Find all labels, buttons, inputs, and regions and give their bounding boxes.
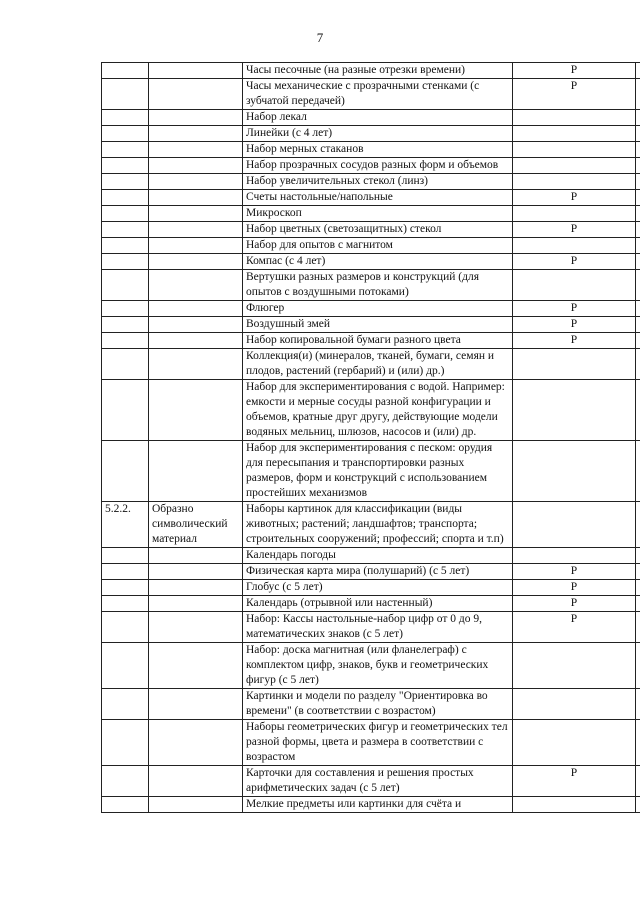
section-category-cell	[149, 643, 243, 689]
empty-cell	[636, 317, 640, 333]
mark-cell: Р	[513, 580, 636, 596]
item-name-cell: Воздушный змей	[243, 317, 513, 333]
section-category-cell	[149, 548, 243, 564]
section-category-cell	[149, 190, 243, 206]
mark-cell: Р	[513, 254, 636, 270]
table-row	[102, 643, 640, 689]
empty-cell	[636, 110, 640, 126]
mark-cell	[513, 502, 636, 548]
mark-cell	[513, 643, 636, 689]
item-name-cell: Набор копировальной бумаги разного цвета	[243, 333, 513, 349]
section-number-cell	[102, 612, 149, 643]
section-category-cell	[149, 126, 243, 142]
empty-cell	[636, 502, 640, 548]
empty-cell	[636, 643, 640, 689]
section-category-cell	[149, 206, 243, 222]
table-row	[102, 126, 640, 142]
table-body	[102, 63, 640, 813]
item-name-cell: Физическая карта мира (полушарий) (с 5 лет)	[243, 564, 513, 580]
section-category-cell: Образно символический материал	[149, 502, 243, 548]
mark-cell: Р	[513, 79, 636, 110]
item-name-cell: Набор: доска магнитная (или фланелеграф) с комплектом цифр, знаков, букв и геометрических фигур (с 5 лет)	[243, 643, 513, 689]
item-name-cell: Коллекция(и) (минералов, тканей, бумаги, семян и плодов, растений (гербарий) и (или) др.)	[243, 349, 513, 380]
table-row	[102, 222, 640, 238]
section-number-cell	[102, 333, 149, 349]
section-number-cell	[102, 441, 149, 502]
table-row	[102, 63, 640, 79]
mark-cell	[513, 548, 636, 564]
section-number-cell	[102, 238, 149, 254]
item-name-cell: Набор для опытов с магнитом	[243, 238, 513, 254]
page-number: 7	[316, 30, 324, 45]
mark-cell: Р	[513, 190, 636, 206]
empty-cell	[636, 441, 640, 502]
table-row	[102, 238, 640, 254]
section-number-cell	[102, 79, 149, 110]
empty-cell	[636, 142, 640, 158]
section-category-cell	[149, 270, 243, 301]
section-number-cell	[102, 380, 149, 441]
mark-cell: Р	[513, 612, 636, 643]
section-number-cell	[102, 548, 149, 564]
mark-cell: Р	[513, 63, 636, 79]
section-category-cell	[149, 110, 243, 126]
mark-cell	[513, 206, 636, 222]
empty-cell	[636, 380, 640, 441]
item-name-cell: Вертушки разных размеров и конструкций (для опытов с воздушными потоками)	[243, 270, 513, 301]
item-name-cell: Линейки (с 4 лет)	[243, 126, 513, 142]
section-category-cell	[149, 349, 243, 380]
item-name-cell: Глобус (с 5 лет)	[243, 580, 513, 596]
section-number-cell	[102, 317, 149, 333]
mark-cell: Р	[513, 596, 636, 612]
section-category-cell	[149, 158, 243, 174]
section-category-cell	[149, 238, 243, 254]
section-number-cell	[102, 174, 149, 190]
table-row	[102, 301, 640, 317]
section-category-cell	[149, 317, 243, 333]
table-row	[102, 548, 640, 564]
section-number-cell	[102, 126, 149, 142]
empty-cell	[636, 126, 640, 142]
section-category-cell	[149, 689, 243, 720]
empty-cell	[636, 564, 640, 580]
table-row	[102, 110, 640, 126]
empty-cell	[636, 79, 640, 110]
section-category-cell	[149, 254, 243, 270]
item-name-cell: Часы песочные (на разные отрезки времени)	[243, 63, 513, 79]
mark-cell	[513, 126, 636, 142]
empty-cell	[636, 580, 640, 596]
section-category-cell	[149, 441, 243, 502]
item-name-cell: Мелкие предметы или картинки для счёта и	[243, 797, 513, 813]
empty-cell	[636, 174, 640, 190]
section-number-cell	[102, 222, 149, 238]
table-row	[102, 720, 640, 766]
table-row	[102, 596, 640, 612]
section-category-cell	[149, 142, 243, 158]
empty-cell	[636, 190, 640, 206]
table-row	[102, 766, 640, 797]
table-row	[102, 174, 640, 190]
section-number-cell	[102, 564, 149, 580]
item-name-cell: Календарь (отрывной или настенный)	[243, 596, 513, 612]
section-number-cell	[102, 301, 149, 317]
item-name-cell: Набор цветных (светозащитных) стекол	[243, 222, 513, 238]
item-name-cell: Часы механические с прозрачными стенками (с зубчатой передачей)	[243, 79, 513, 110]
item-name-cell: Наборы геометрических фигур и геометрических тел разной формы, цвета и размера в соответствии с возрастом	[243, 720, 513, 766]
empty-cell	[636, 254, 640, 270]
empty-cell	[636, 612, 640, 643]
table-row	[102, 79, 640, 110]
mark-cell	[513, 158, 636, 174]
item-name-cell: Наборы картинок для классификации (виды животных; растений; ландшафтов; транспорта; строительных сооружений; профессий; спорта и т.п)	[243, 502, 513, 548]
section-category-cell	[149, 612, 243, 643]
empty-cell	[636, 63, 640, 79]
section-category-cell	[149, 596, 243, 612]
table-row	[102, 206, 640, 222]
section-number-cell	[102, 63, 149, 79]
section-category-cell	[149, 333, 243, 349]
table-row	[102, 502, 640, 548]
section-category-cell	[149, 720, 243, 766]
section-number-cell	[102, 270, 149, 301]
table-row	[102, 142, 640, 158]
mark-cell	[513, 797, 636, 813]
item-name-cell: Набор для экспериментирования с песком: орудия для пересыпания и транспортировки разных размеров, форм и конструкций с использованием простейших механизмов	[243, 441, 513, 502]
section-number-cell	[102, 349, 149, 380]
empty-cell	[636, 222, 640, 238]
mark-cell: Р	[513, 333, 636, 349]
item-name-cell: Календарь погоды	[243, 548, 513, 564]
section-number-cell	[102, 190, 149, 206]
mark-cell	[513, 380, 636, 441]
empty-cell	[636, 333, 640, 349]
section-category-cell	[149, 301, 243, 317]
table-row	[102, 254, 640, 270]
table-row	[102, 441, 640, 502]
section-category-cell	[149, 580, 243, 596]
section-category-cell	[149, 380, 243, 441]
mark-cell: Р	[513, 317, 636, 333]
section-number-cell	[102, 689, 149, 720]
section-category-cell	[149, 222, 243, 238]
table-row	[102, 612, 640, 643]
table-row	[102, 580, 640, 596]
section-number-cell	[102, 797, 149, 813]
mark-cell	[513, 110, 636, 126]
item-name-cell: Карточки для составления и решения простых арифметических задач (с 5 лет)	[243, 766, 513, 797]
section-category-cell	[149, 564, 243, 580]
item-name-cell: Набор увеличительных стекол (линз)	[243, 174, 513, 190]
item-name-cell: Набор лекал	[243, 110, 513, 126]
item-name-cell: Набор для экспериментирования с водой. Например: емкости и мерные сосуды разной конфигурации и объемов, кратные друг другу, действующие модели водяных мельниц, шлюзов, насосов и (или) др.	[243, 380, 513, 441]
empty-cell	[636, 548, 640, 564]
table-row	[102, 689, 640, 720]
mark-cell: Р	[513, 301, 636, 317]
empty-cell	[636, 720, 640, 766]
section-category-cell	[149, 174, 243, 190]
section-category-cell	[149, 766, 243, 797]
item-name-cell: Набор мерных стаканов	[243, 142, 513, 158]
section-number-cell	[102, 158, 149, 174]
section-number-cell	[102, 206, 149, 222]
item-name-cell: Набор: Кассы настольные-набор цифр от 0 до 9, математических знаков (с 5 лет)	[243, 612, 513, 643]
table-row	[102, 317, 640, 333]
equipment-table	[101, 62, 640, 813]
item-name-cell: Микроскоп	[243, 206, 513, 222]
table-row	[102, 270, 640, 301]
section-number-cell	[102, 720, 149, 766]
section-category-cell	[149, 797, 243, 813]
empty-cell	[636, 766, 640, 797]
mark-cell: Р	[513, 564, 636, 580]
mark-cell: Р	[513, 222, 636, 238]
mark-cell: Р	[513, 766, 636, 797]
empty-cell	[636, 270, 640, 301]
section-number-cell	[102, 766, 149, 797]
section-number-cell	[102, 254, 149, 270]
mark-cell	[513, 270, 636, 301]
mark-cell	[513, 238, 636, 254]
table-row	[102, 190, 640, 206]
section-number-cell	[102, 596, 149, 612]
item-name-cell: Компас (с 4 лет)	[243, 254, 513, 270]
table-row	[102, 333, 640, 349]
mark-cell	[513, 174, 636, 190]
item-name-cell: Набор прозрачных сосудов разных форм и объемов	[243, 158, 513, 174]
section-number-cell	[102, 110, 149, 126]
section-number-cell: 5.2.2.	[102, 502, 149, 548]
empty-cell	[636, 689, 640, 720]
table-row	[102, 158, 640, 174]
section-category-cell	[149, 79, 243, 110]
empty-cell	[636, 238, 640, 254]
mark-cell	[513, 720, 636, 766]
mark-cell	[513, 349, 636, 380]
mark-cell	[513, 142, 636, 158]
empty-cell	[636, 596, 640, 612]
section-number-cell	[102, 643, 149, 689]
empty-cell	[636, 301, 640, 317]
mark-cell	[513, 689, 636, 720]
item-name-cell: Картинки и модели по разделу "Ориентировка во времени" (в соответствии с возрастом)	[243, 689, 513, 720]
empty-cell	[636, 349, 640, 380]
table-row	[102, 349, 640, 380]
item-name-cell: Флюгер	[243, 301, 513, 317]
empty-cell	[636, 797, 640, 813]
table-row	[102, 797, 640, 813]
mark-cell	[513, 441, 636, 502]
item-name-cell: Счеты настольные/напольные	[243, 190, 513, 206]
empty-cell	[636, 158, 640, 174]
table-row	[102, 380, 640, 441]
table-row	[102, 564, 640, 580]
section-category-cell	[149, 63, 243, 79]
section-number-cell	[102, 142, 149, 158]
empty-cell	[636, 206, 640, 222]
section-number-cell	[102, 580, 149, 596]
